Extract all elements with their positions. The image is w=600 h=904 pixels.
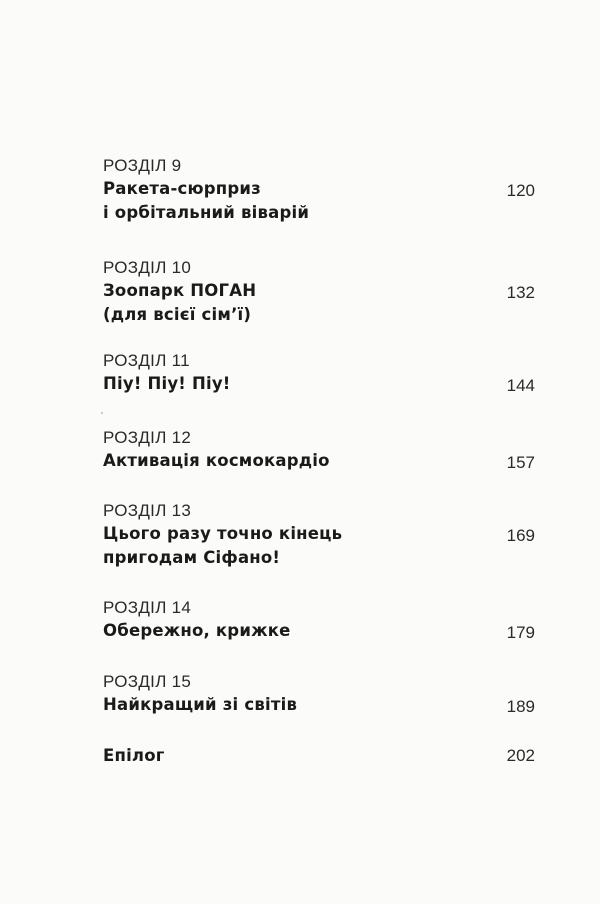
chapter-label: РОЗДІЛ 15 xyxy=(103,672,192,691)
chapter-label: РОЗДІЛ 9 xyxy=(103,156,182,175)
chapter-title-line: Обережно, крижке xyxy=(103,621,291,640)
chapter-title xyxy=(103,279,443,327)
chapter-label: РОЗДІЛ 12 xyxy=(103,428,192,447)
toc-entry-epilogue xyxy=(103,744,535,768)
chapter-title-line: пригодам Сіфано! xyxy=(103,548,281,567)
chapter-label: РОЗДІЛ 11 xyxy=(103,351,190,370)
chapter-label: РОЗДІЛ 10 xyxy=(103,258,192,277)
toc-entry-chapter-14 xyxy=(103,597,535,643)
toc-entry-chapter-10 xyxy=(103,257,535,327)
chapter-label: РОЗДІЛ 13 xyxy=(103,501,192,520)
epilogue-title: Епілог xyxy=(103,746,165,765)
page-number: 189 xyxy=(506,697,535,716)
chapter-label: РОЗДІЛ 14 xyxy=(103,598,192,617)
toc-entry-chapter-11 xyxy=(103,350,535,396)
chapter-title xyxy=(103,449,443,473)
chapter-title-line: Ракета-сюрприз xyxy=(103,179,261,198)
chapter-title-line: Цього разу точно кінець xyxy=(103,524,343,543)
toc-entry-chapter-15 xyxy=(103,671,535,717)
chapter-title-line: Активація космокардіо xyxy=(103,451,330,470)
page-number: 144 xyxy=(506,376,535,395)
chapter-title xyxy=(103,619,443,643)
chapter-title xyxy=(103,372,443,396)
chapter-title-line: (для всієї сім’ї) xyxy=(103,305,252,324)
chapter-title xyxy=(103,522,443,570)
chapter-title xyxy=(103,177,443,225)
page-number: 132 xyxy=(506,283,535,302)
page-number: 157 xyxy=(506,453,535,472)
chapter-title xyxy=(103,693,443,717)
paper-speck xyxy=(101,412,103,414)
page-number: 120 xyxy=(506,181,535,200)
page-number: 169 xyxy=(506,526,535,545)
chapter-title-line: і орбітальний віварій xyxy=(103,203,310,222)
page-number: 179 xyxy=(506,623,535,642)
chapter-title-line: Зоопарк ПОГАН xyxy=(103,281,257,300)
chapter-title-line: Піу! Піу! Піу! xyxy=(103,374,231,393)
toc-entry-chapter-13 xyxy=(103,500,535,570)
toc-entry-chapter-12 xyxy=(103,427,535,473)
page-number: 202 xyxy=(506,746,535,765)
toc-entry-chapter-9 xyxy=(103,155,535,225)
chapter-title-line: Найкращий зі світів xyxy=(103,695,298,714)
